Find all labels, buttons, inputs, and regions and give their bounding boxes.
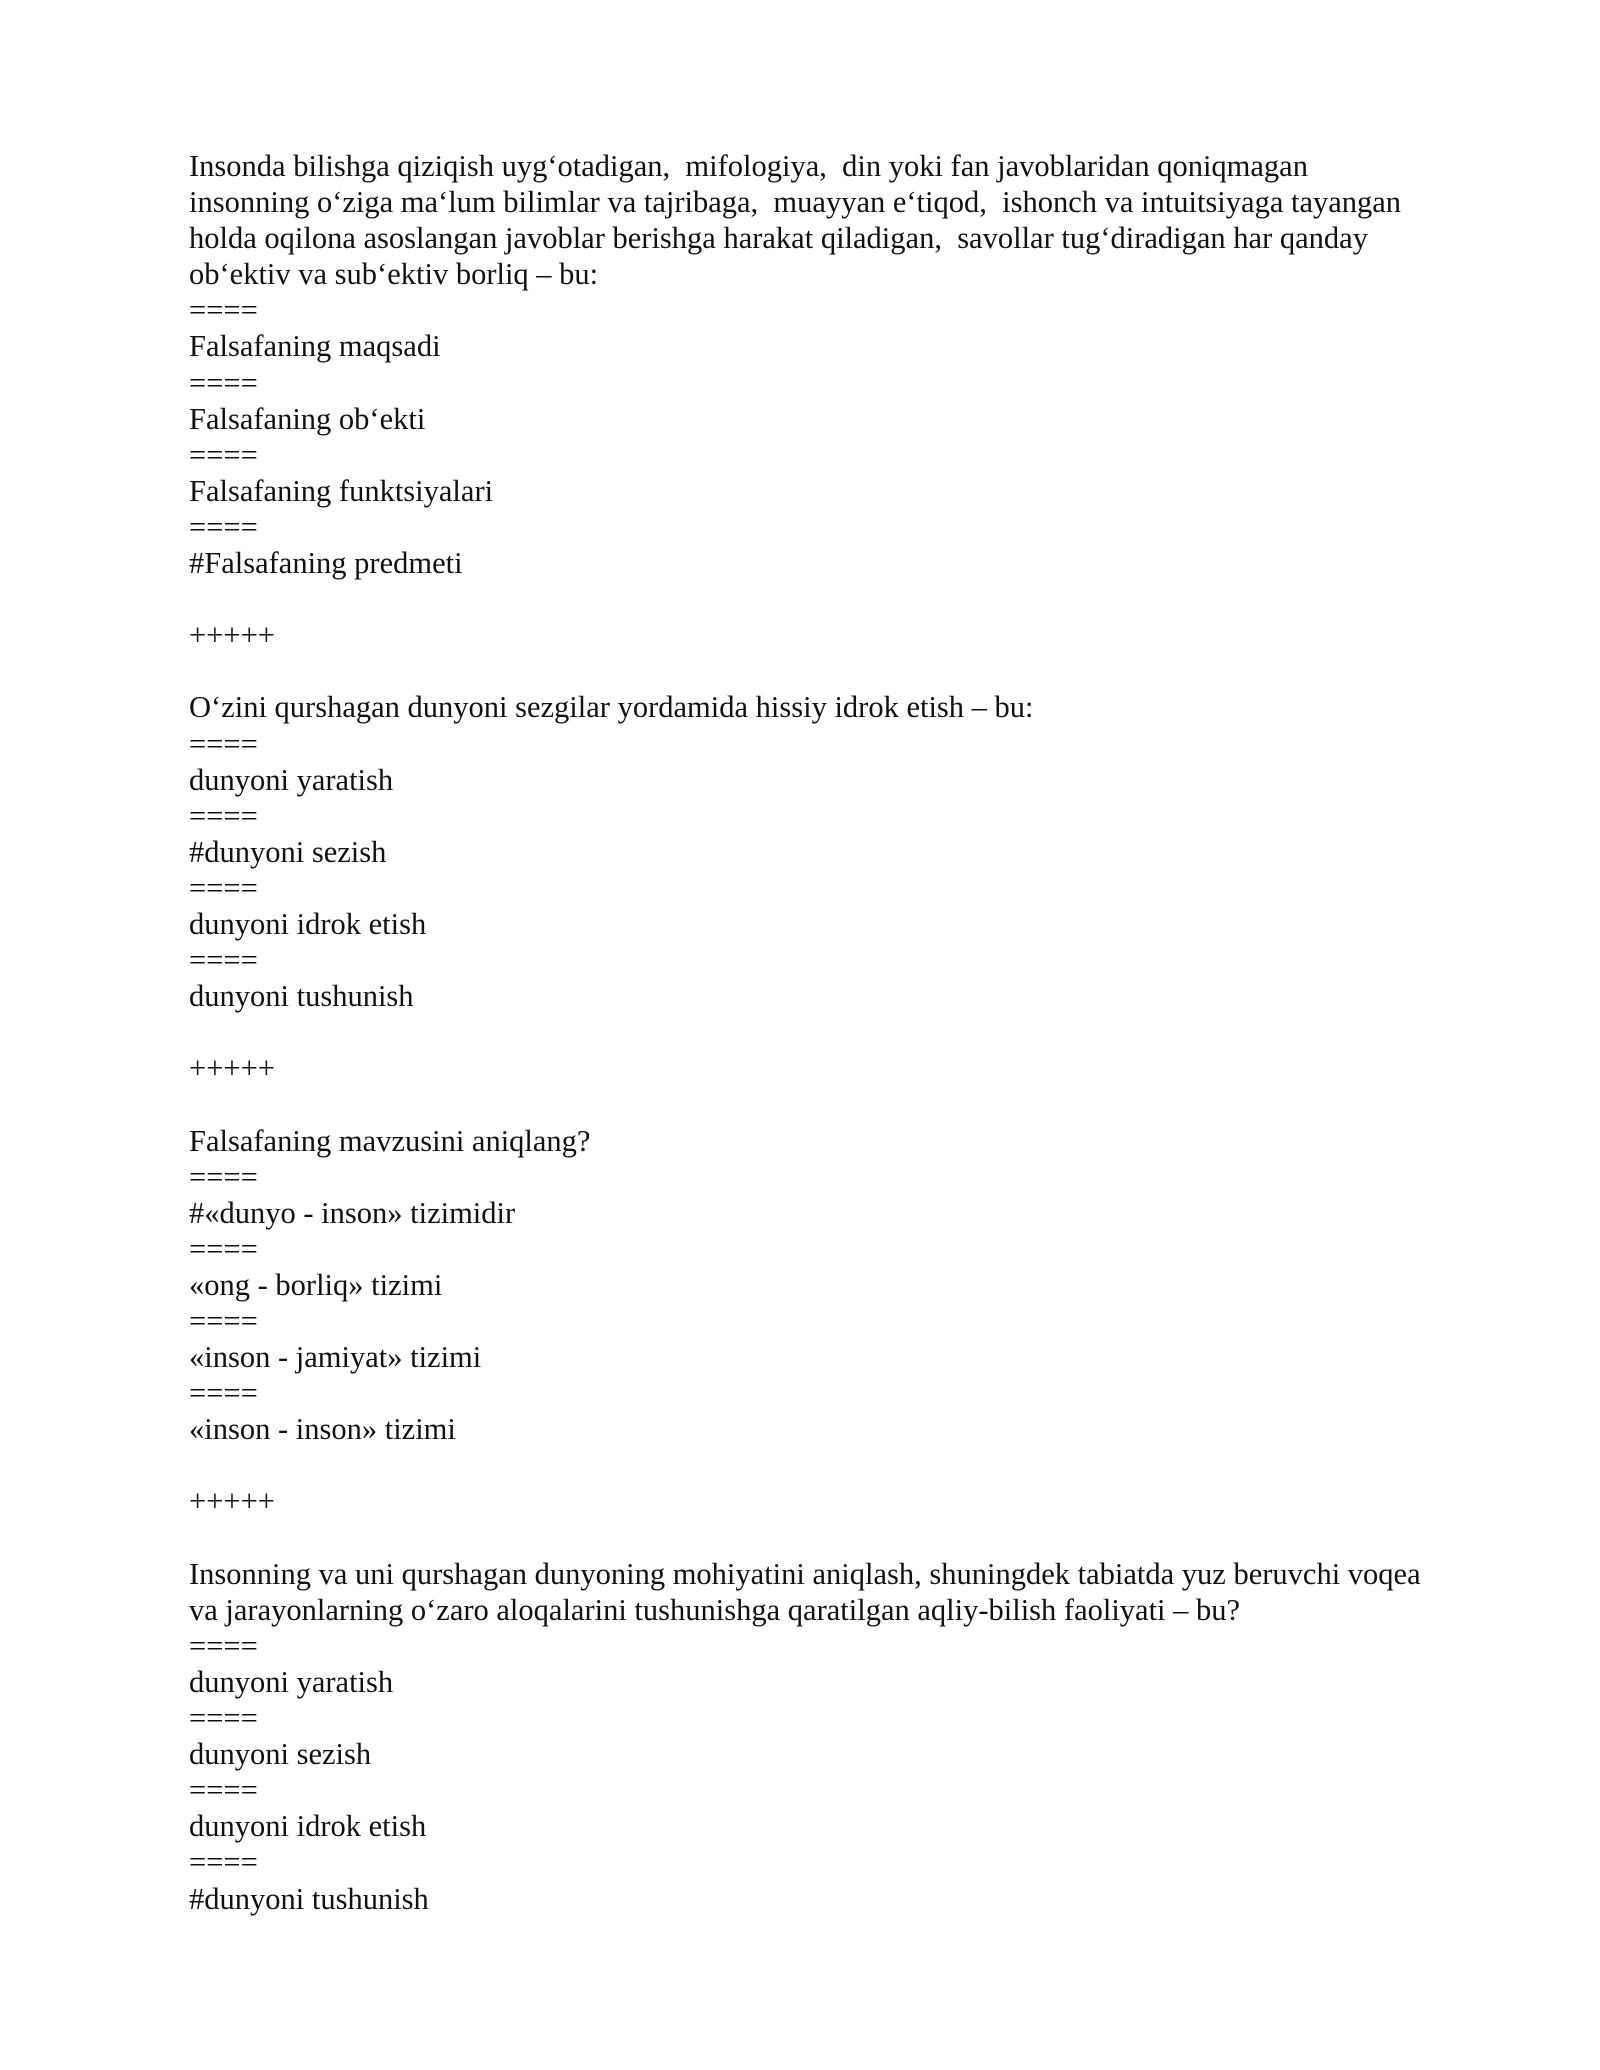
option-separator: ==== bbox=[189, 943, 258, 978]
answer-option: dunyoni tushunish bbox=[189, 979, 414, 1014]
question-block-3 bbox=[189, 1123, 1429, 1448]
answer-option-correct: #dunyoni sezish bbox=[189, 834, 387, 869]
answer-option-correct: #dunyoni tushunish bbox=[189, 1881, 429, 1916]
answer-option: dunyoni yaratish bbox=[189, 762, 394, 797]
option-separator: ==== bbox=[189, 437, 258, 472]
option-separator: ==== bbox=[189, 509, 258, 544]
option-separator: ==== bbox=[189, 1628, 258, 1663]
answer-option: dunyoni sezish bbox=[189, 1737, 372, 1772]
answer-option: Falsafaning maqsadi bbox=[189, 329, 441, 364]
option-separator: ==== bbox=[189, 798, 258, 833]
block-separator: +++++ bbox=[189, 618, 276, 653]
option-separator: ==== bbox=[189, 1773, 258, 1808]
answer-option: dunyoni idrok etish bbox=[189, 906, 427, 941]
question-text: Insonda bilishga qiziqish uyg‘otadigan, mifologiya, din yoki fan javoblaridan qoniqmagan insonning o‘ziga ma‘lum bilimlar va tajribaga, muayyan e‘tiqod, ishonch va intuitsiyaga tayangan holda oqilona asoslangan javoblar berishga harakat qiladigan, savollar tug‘diradigan har qanday ob‘ektiv va sub‘ektiv borliq – bu: bbox=[189, 149, 1409, 292]
option-separator: ==== bbox=[189, 1845, 258, 1880]
question-block-1 bbox=[189, 148, 1429, 581]
answer-option: dunyoni idrok etish bbox=[189, 1809, 427, 1844]
question-text: O‘zini qurshagan dunyoni sezgilar yordamida hissiy idrok etish – bu: bbox=[189, 690, 1034, 725]
question-text: Insonning va uni qurshagan dunyoning mohiyatini aniqlash, shuningdek tabiatda yuz beruvchi voqea va jarayonlarning o‘zaro aloqalarini tushunishga qaratilgan aqliy-bilish faoliyati – bu? bbox=[189, 1556, 1429, 1627]
answer-option: «ong - borliq» tizimi bbox=[189, 1267, 443, 1302]
answer-option: Falsafaning ob‘ekti bbox=[189, 401, 426, 436]
document-page bbox=[189, 148, 1429, 1917]
answer-option: dunyoni yaratish bbox=[189, 1664, 394, 1699]
question-block-4 bbox=[189, 1556, 1429, 1917]
option-separator: ==== bbox=[189, 1159, 258, 1194]
answer-option: Falsafaning funktsiyalari bbox=[189, 473, 494, 508]
option-separator: ==== bbox=[189, 1701, 258, 1736]
option-separator: ==== bbox=[189, 1231, 258, 1266]
option-separator: ==== bbox=[189, 1304, 258, 1338]
option-separator: ==== bbox=[189, 1376, 258, 1411]
answer-option: «inson - jamiyat» tizimi bbox=[189, 1340, 482, 1375]
answer-option-correct: #Falsafaning predmeti bbox=[189, 546, 463, 581]
block-separator: +++++ bbox=[189, 1051, 276, 1086]
option-separator: ==== bbox=[189, 726, 258, 761]
option-separator: ==== bbox=[189, 365, 258, 400]
option-separator: ==== bbox=[189, 293, 258, 328]
answer-option-correct: #«dunyo - inson» tizimidir bbox=[189, 1195, 516, 1230]
answer-option: «inson - inson» tizimi bbox=[189, 1412, 456, 1447]
question-text: Falsafaning mavzusini aniqlang? bbox=[189, 1123, 591, 1158]
option-separator: ==== bbox=[189, 870, 258, 905]
question-block-2 bbox=[189, 689, 1429, 1014]
block-separator: +++++ bbox=[189, 1484, 276, 1519]
